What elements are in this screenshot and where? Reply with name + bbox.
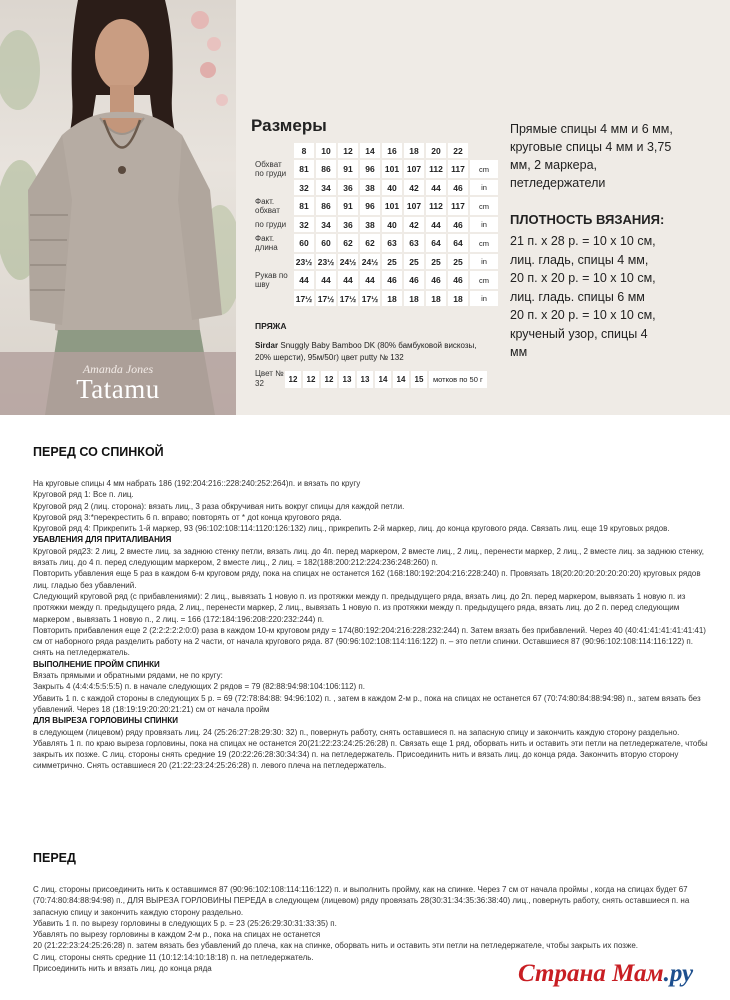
size-value-cell: 86 — [316, 160, 336, 178]
size-value-cell: 101 — [382, 160, 402, 178]
sizes-header-row — [254, 143, 498, 158]
gauge-line: 21 п. х 28 р. = 10 х 10 см, — [510, 234, 656, 248]
size-unit-cell: in — [470, 254, 498, 269]
size-value-cell: 17½ — [338, 291, 358, 306]
size-value-cell: 36 — [338, 217, 358, 232]
size-value-cell: 46 — [448, 271, 468, 289]
size-value-cell: 24½ — [360, 254, 380, 269]
instruction-paragraph: На круговые спицы 4 мм набрать 186 (192:204:216::228:240:252:264)п. и вязать по кругу — [33, 479, 361, 488]
skein-count-cell: 13 — [357, 371, 373, 388]
yarn-description — [255, 340, 490, 364]
instruction-paragraph: 20 (21:22:23:24:25:26:28) п. затем вязать без убавлений до плеча, как на спинке, оборвать нить и оставить эти петли на петледержателе, чтобы закрыть их позже. — [33, 941, 638, 951]
size-value-cell: 36 — [338, 180, 358, 195]
sizes-row — [254, 160, 498, 178]
size-header-cell: 18 — [404, 143, 424, 158]
yarn-details: Snuggly Baby Bamboo DK (80% бамбуковой вискозы, 20% шерсти), 95м/50г) цвет putty № 132 — [255, 341, 477, 362]
sizes-row — [254, 180, 498, 195]
size-value-cell: 46 — [404, 271, 424, 289]
gauge-text — [510, 232, 680, 362]
gauge-title: ПЛОТНОСТЬ ВЯЗАНИЯ: — [510, 212, 665, 227]
instruction-paragraph: С лиц. стороны присоединить нить к оставшимся 87 (90:96:102:108:114:116:122) п. и выполнить пройму, как на спинке. Через 7 см от начала проймы , когда на спицах будет 67 (70:74:80:84:88:94:98) п., ДЛЯ ВЫРЕЗА ГОРЛОВИНЫ ПЕРЕДА в следующем (лицевом) ряду провязать 28(30:31:34:35:36:38:40) лиц., повернуть работу, снять оставшиеся п. на запасную спицу и закончить каждую сторону раздельно. — [33, 885, 690, 917]
watermark-suffix: .ру — [663, 960, 694, 987]
size-value-cell: 46 — [382, 271, 402, 289]
size-value-cell: 44 — [338, 271, 358, 289]
size-value-cell: 17½ — [294, 291, 314, 306]
sizes-row-label — [254, 180, 292, 195]
colour-skein-row — [255, 369, 487, 389]
size-value-cell: 96 — [360, 197, 380, 215]
size-value-cell: 23½ — [316, 254, 336, 269]
unit-header-cell — [470, 143, 498, 158]
size-value-cell: 91 — [338, 160, 358, 178]
instruction-paragraph: Повторить убавления еще 5 раз в каждом 6-м круговом ряду, пока на спицах не останется 162 (168:180:192:204:216:228:240) п. Провязать 18(20:20:20:20:20:20:20) круговых рядов лиц. гладью без убавлений. — [33, 569, 701, 590]
size-value-cell: 112 — [426, 197, 446, 215]
sizes-row-label: Факт. длина — [255, 234, 278, 252]
size-value-cell: 40 — [382, 217, 402, 232]
size-header-cell: 12 — [338, 143, 358, 158]
skein-unit: мотков по 50 г — [429, 371, 487, 388]
size-value-cell: 25 — [404, 254, 424, 269]
size-unit-cell: cm — [470, 271, 498, 289]
size-value-cell: 42 — [404, 217, 424, 232]
sizes-row-label: по груди — [255, 220, 287, 229]
instruction-paragraph: Присоединить нить и вязать лиц. до конца ряда — [33, 964, 212, 974]
size-value-cell: 38 — [360, 217, 380, 232]
yarn-brand: Sirdar — [255, 341, 279, 350]
size-value-cell: 46 — [426, 271, 446, 289]
gauge-line: лиц. гладь, спицы 4 мм, — [510, 252, 649, 267]
instruction-paragraph: Закрыть 4 (4:4:4:5:5:5:5) п. в начале следующих 2 рядов = 79 (82:88:94:98:104:106:112) п. — [33, 682, 365, 692]
size-value-cell: 107 — [404, 197, 424, 215]
colour-label: Цвет № 32 — [255, 369, 284, 388]
skein-count-cell: 12 — [303, 371, 319, 388]
size-value-cell: 112 — [426, 160, 446, 178]
size-value-cell: 17½ — [360, 291, 380, 306]
skein-count-cell: 13 — [339, 371, 355, 388]
section-title-front-back: ПЕРЕД СО СПИНКОЙ — [33, 445, 164, 459]
size-value-cell: 32 — [294, 217, 314, 232]
size-value-cell: 62 — [360, 234, 380, 252]
size-value-cell: 62 — [338, 234, 358, 252]
sizes-row-label: Обхват по груди — [255, 160, 287, 178]
instruction-paragraph: Убавить 1 п. по вырезу горловины в следующих 5 р. = 23 (25:26:29:30:31:33:35) п. — [33, 918, 337, 928]
size-value-cell: 46 — [448, 180, 468, 195]
skein-count-cell: 14 — [375, 371, 391, 388]
size-value-cell: 38 — [360, 180, 380, 195]
sizes-title: Размеры — [251, 116, 327, 135]
size-value-cell: 42 — [404, 180, 424, 195]
sizes-row-label — [254, 291, 292, 306]
size-value-cell: 81 — [294, 197, 314, 215]
size-unit-cell: in — [470, 180, 498, 195]
size-unit-cell: in — [470, 291, 498, 306]
sizes-row — [254, 291, 498, 306]
sizes-row-label: Факт. обхват — [255, 197, 280, 215]
sizes-row — [254, 217, 498, 232]
model-photo — [0, 0, 236, 415]
size-header-cell: 22 — [448, 143, 468, 158]
instruction-paragraph: Круговой ряд 4: Прикрепить 1-й маркер, 93 (96:102:108:114:1120:126:132) лиц., прикрепить 2-й маркер, лиц. до конца кругового ряда. Связать лиц. еще 19 круговых рядов. — [33, 524, 670, 534]
size-value-cell: 91 — [338, 197, 358, 215]
size-value-cell: 63 — [404, 234, 424, 252]
gauge-line: крученый узор, спицы 4 — [510, 326, 648, 341]
section-title-front: ПЕРЕД — [33, 851, 76, 865]
size-value-cell: 117 — [448, 197, 468, 215]
size-value-cell: 107 — [404, 160, 424, 178]
instruction-paragraph: Убавлять по вырезу горловины в каждом 2-м р., пока на спицах не останется — [33, 930, 321, 940]
size-value-cell: 18 — [426, 291, 446, 306]
size-value-cell: 32 — [294, 180, 314, 195]
instruction-heading: ДЛЯ ВЫРЕЗА ГОРЛОВИНЫ СПИНКИ — [33, 716, 178, 726]
size-value-cell: 117 — [448, 160, 468, 178]
size-value-cell: 44 — [360, 271, 380, 289]
size-value-cell: 46 — [448, 217, 468, 232]
size-value-cell: 101 — [382, 197, 402, 215]
size-header-cell: 10 — [316, 143, 336, 158]
sizes-row — [254, 271, 498, 289]
size-value-cell: 44 — [426, 217, 446, 232]
size-value-cell: 64 — [426, 234, 446, 252]
needles-text: Прямые спицы 4 мм и 6 мм, круговые спицы 4 мм и 3,75 мм, 2 маркера, петледержатели — [510, 122, 673, 190]
instruction-paragraph: С лиц. стороны снять средние 11 (10:12:14:10:18:18) п. на петледержатель. — [33, 952, 314, 962]
size-value-cell: 18 — [404, 291, 424, 306]
skein-count-cell: 15 — [411, 371, 427, 388]
gauge-line: 20 п. х 20 р. = 10 х 10 см, — [510, 271, 656, 285]
size-value-cell: 44 — [294, 271, 314, 289]
size-value-cell: 18 — [448, 291, 468, 306]
pattern-name: Tatamu — [76, 374, 160, 404]
size-value-cell: 25 — [382, 254, 402, 269]
size-header-cell: 16 — [382, 143, 402, 158]
instruction-paragraph: Убавлять 1 п. по краю выреза горловины, пока на спицах не останется 20(21:22:23:24:25:26:28) п. Связать еще 1 ряд, оборвать нить и оставить эти петли на петледержателе, чтобы закрыть их позже. С лиц. стороны снять средние 19 (20:22:26:28:30:34:34) п. на петледержатель. Присоединить нить и вязать лиц. до конца ряда. Закончить вторую сторону симметрично. Снять оставшиеся 20 (21:22:23:24:25:26:28) п. левого плеча на петледержатель. — [33, 738, 708, 771]
size-value-cell: 25 — [426, 254, 446, 269]
size-value-cell: 25 — [448, 254, 468, 269]
size-value-cell: 96 — [360, 160, 380, 178]
sizes-row — [254, 254, 498, 269]
size-value-cell: 24½ — [338, 254, 358, 269]
size-value-cell: 64 — [448, 234, 468, 252]
size-value-cell: 44 — [426, 180, 446, 195]
size-value-cell: 34 — [316, 180, 336, 195]
size-value-cell: 63 — [382, 234, 402, 252]
gauge-line: лиц. гладь. спицы 6 мм — [510, 289, 645, 304]
instruction-paragraph: Убавить 1 п. с каждой стороны в следующих 5 р. = 69 (72:78:84:88: 94:96:102) п. , затем в каждом 2-м р., пока на спицах не останется 67 (70:74:80:84:88:94:98) п., затем вязать без убавлений. Через 18 (18:19:19:20:20:21:21) см от начала пройм — [33, 693, 701, 714]
front-back-instructions — [33, 478, 713, 772]
size-value-cell: 40 — [382, 180, 402, 195]
sizes-table — [252, 141, 500, 308]
sizes-row-label: Рукав по шву — [255, 271, 288, 289]
size-value-cell: 60 — [316, 234, 336, 252]
size-header-cell: 8 — [294, 143, 314, 158]
instruction-heading: УБАВЛЕНИЯ ДЛЯ ПРИТАЛИВАНИЯ — [33, 535, 172, 545]
instruction-paragraph: Следующий круговой ряд (с прибавлениями): 2 лиц., вывязать 1 новую п. из протяжки между п. предыдущего ряда, вязать лиц. до 2п. перед маркером, вывязать 1 новую п. из протяжки между п. предыдущего ряда, 2 лиц., перенести маркер, 2 лиц., вывязать 1 новую п. из протяжки между п. предыдущего ряда, вязать лиц. до 2 п. перед следующим маркером , вывязать 1 новую п., 2 лиц. = 166 (172:184:196:208:220:232:244) п. — [33, 591, 686, 624]
size-header-cell: 20 — [426, 143, 446, 158]
skein-count-cell: 14 — [393, 371, 409, 388]
instruction-paragraph: Повторить прибавления еще 2 (2:2:2:2:2:0:0) раза в каждом 10-м круговом ряду = 174(80:192:204:216:228:232:244) п. Затем вязать без прибавлений. Через 40 (40:41:41:41:41:41:41) см от наборного ряда разделить работу на 2 части, от начала кругового ряда. 87 (90:96:102:108:114:116:122) п. – это петли спинки. Оставшиеся 87 (90:96:102:108:114:116:122) п. снять на петледержатель. — [33, 625, 706, 658]
size-value-cell: 86 — [316, 197, 336, 215]
skein-count-cell: 12 — [321, 371, 337, 388]
watermark — [518, 960, 693, 988]
yarn-title: ПРЯЖА — [255, 321, 287, 331]
size-unit-cell: cm — [470, 234, 498, 252]
size-unit-cell: in — [470, 217, 498, 232]
size-value-cell: 23½ — [294, 254, 314, 269]
instruction-heading: ВЫПОЛНЕНИЕ ПРОЙМ СПИНКИ — [33, 659, 160, 669]
size-header-cell: 14 — [360, 143, 380, 158]
size-unit-cell: cm — [470, 197, 498, 215]
skein-count-cell: 12 — [285, 371, 301, 388]
sizes-row — [254, 234, 498, 252]
instruction-paragraph: Вязать прямыми и обратными рядами, не по кругу: — [33, 671, 223, 681]
gauge-line: 20 п. х 20 р. = 10 х 10 см, — [510, 308, 656, 322]
size-unit-cell: cm — [470, 160, 498, 178]
instruction-paragraph: Круговой ряд 2 (лиц. сторона): вязать лиц., 3 раза обкручивая нить вокруг спицы для каждой петли. — [33, 501, 405, 511]
designer-name: Amanda Jones — [82, 362, 154, 376]
size-value-cell: 17½ — [316, 291, 336, 306]
size-value-cell: 60 — [294, 234, 314, 252]
instruction-paragraph: Круговой ряд 1: Все п. лиц. — [33, 490, 134, 500]
watermark-main: Страна Мам — [518, 960, 664, 987]
size-value-cell: 34 — [316, 217, 336, 232]
sizes-corner — [254, 143, 292, 158]
instruction-paragraph: Круговой ряд 3:*перекрестить 6 п. вправо; повторять от * доt конца кругового ряда. — [33, 512, 342, 522]
gauge-line: мм — [510, 345, 528, 359]
sizes-row — [254, 197, 498, 215]
size-value-cell: 81 — [294, 160, 314, 178]
instruction-paragraph: в следующем (лицевом) ряду провязать лиц. 24 (25:26:27:28:29:30: 32) п., повернуть работу, снять оставшиеся п. на запасную спицу и закончить каждую сторону раздельно. — [33, 727, 680, 737]
size-value-cell: 18 — [382, 291, 402, 306]
size-value-cell: 44 — [316, 271, 336, 289]
instruction-paragraph: Круговой ряд23: 2 лиц, 2 вместе лиц. за заднюю стенку петли, вязать лиц. до 4п. перед маркером, 2 вместе лиц., 2 лиц., перенести маркер, 2 лиц., 2 вместе лиц. за заднюю стенку, вязать лиц. до 4 п. перед следующим маркером, 2 вместе лиц., 2 лиц. = 182(188:200:212:224:236:248:260) п. — [33, 546, 704, 568]
sizes-row-label — [254, 254, 292, 269]
